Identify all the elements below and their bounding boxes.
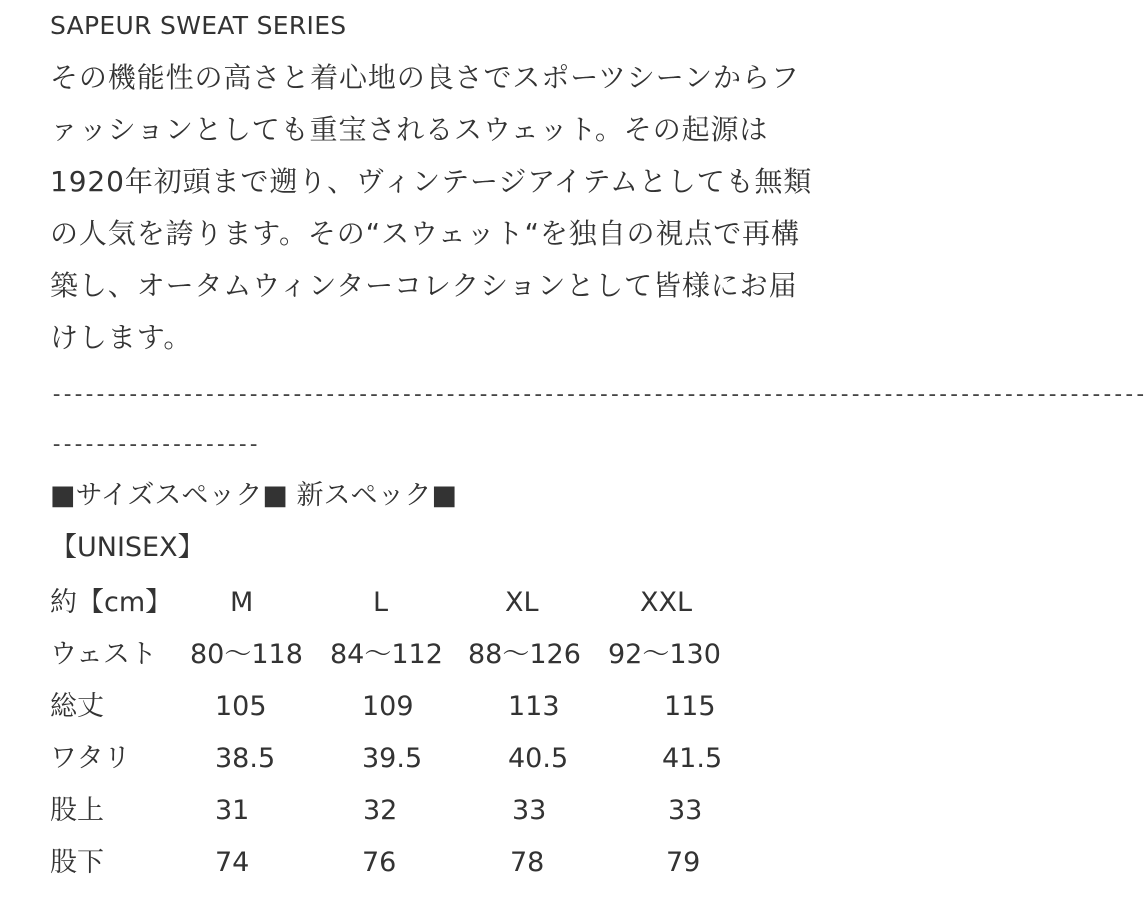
size-header-xl: XL <box>505 587 539 618</box>
dashed-divider-text: ---------------------------------------------------------------------------------------------------- <box>50 382 1145 407</box>
table-cell: 38.5 <box>215 743 276 774</box>
size-spec-heading: ■サイズスペック■ 新スペック■ <box>50 480 457 511</box>
table-cell: 80〜118 <box>190 639 303 670</box>
description-line: 1920年初頭まで遡り、ヴィンテージアイテムとしても無類 <box>50 165 813 198</box>
table-cell: 33 <box>512 795 547 826</box>
row-label-length: 総丈 <box>50 691 104 722</box>
table-cell: 113 <box>508 691 560 722</box>
table-cell: 78 <box>510 847 545 878</box>
description-line: ァッションとしても重宝されるスウェット。その起源は <box>50 113 769 146</box>
unit-label: 約【cm】 <box>50 587 173 618</box>
table-cell: 105 <box>215 691 267 722</box>
series-title: SAPEUR SWEAT SERIES <box>50 11 347 40</box>
row-label-waist: ウェスト <box>50 639 157 670</box>
dashed-divider <box>50 382 1145 407</box>
table-row <box>50 845 850 885</box>
table-cell: 115 <box>664 691 716 722</box>
row-label-inseam: 股下 <box>50 847 104 878</box>
dashed-divider-continuation <box>50 432 850 457</box>
size-header-xxl: XXL <box>640 587 693 618</box>
table-cell: 39.5 <box>362 743 423 774</box>
description-line: の人気を誇ります。その“スウェット“を独自の視点で再構 <box>50 217 800 250</box>
description-line: 築し、オータムウィンターコレクションとして皆様にお届 <box>50 269 798 302</box>
size-header-m: M <box>230 587 254 618</box>
row-label-thigh: ワタリ <box>50 743 131 774</box>
table-row <box>50 793 850 833</box>
table-cell: 92〜130 <box>608 639 721 670</box>
dashed-divider-text: ------------------- <box>50 432 258 457</box>
table-cell: 32 <box>363 795 398 826</box>
table-cell: 40.5 <box>508 743 569 774</box>
table-row <box>50 689 850 729</box>
gender-label: 【UNISEX】 <box>50 532 205 563</box>
table-row <box>50 741 850 781</box>
table-cell: 79 <box>666 847 701 878</box>
description-line: けします。 <box>50 321 193 354</box>
description-line: その機能性の高さと着心地の良さでスポーツシーンからフ <box>50 61 800 94</box>
table-cell: 88〜126 <box>468 639 581 670</box>
table-cell: 76 <box>362 847 397 878</box>
table-cell: 41.5 <box>662 743 723 774</box>
table-cell: 84〜112 <box>330 639 443 670</box>
table-cell: 109 <box>362 691 414 722</box>
size-header-l: L <box>373 587 389 618</box>
table-cell: 31 <box>215 795 250 826</box>
table-header-row <box>50 585 850 625</box>
table-cell: 33 <box>668 795 703 826</box>
row-label-rise: 股上 <box>50 795 104 826</box>
table-cell: 74 <box>215 847 250 878</box>
table-row <box>50 637 850 677</box>
